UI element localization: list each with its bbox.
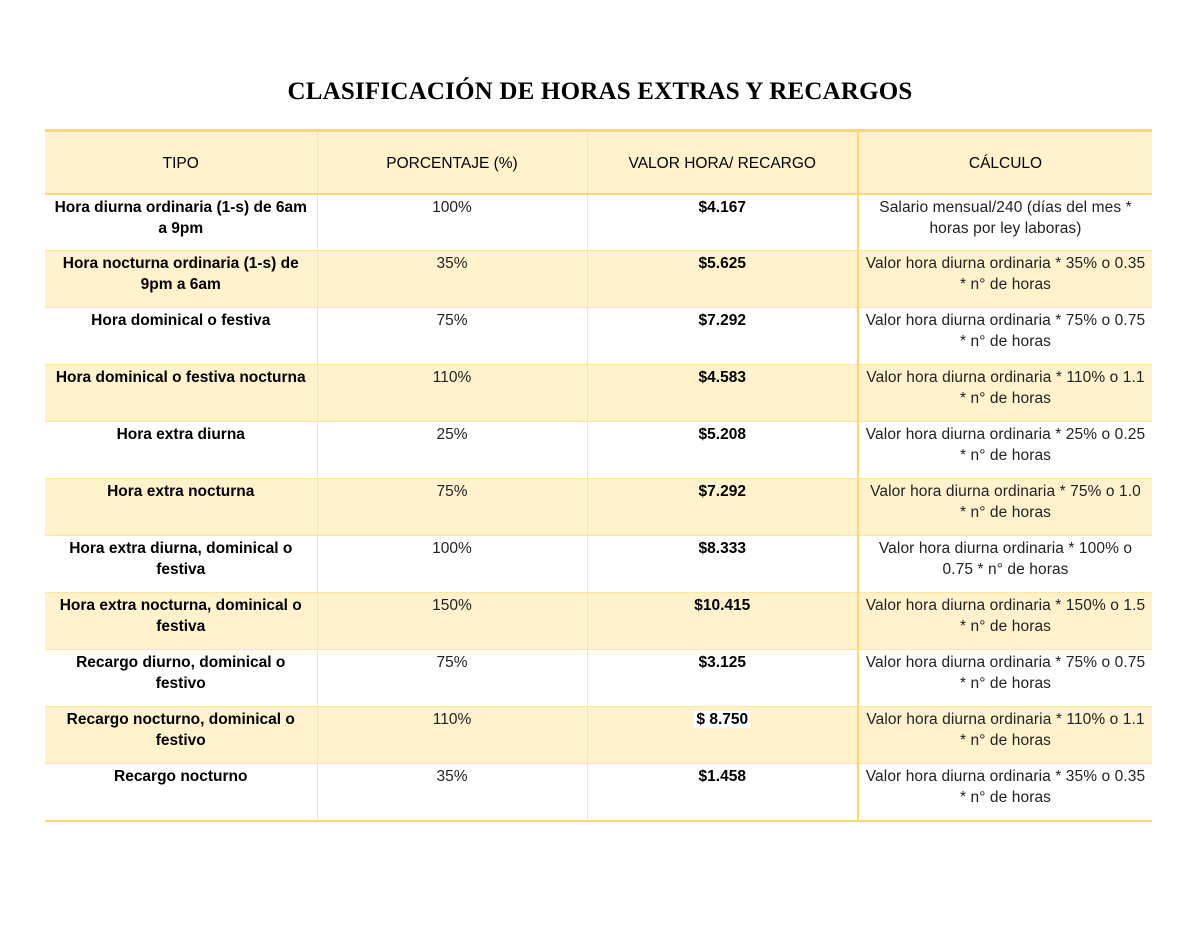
cell-tipo-text: Hora extra diurna, dominical o festiva — [69, 540, 293, 578]
cell-calculo — [858, 764, 1152, 821]
cell-calculo — [858, 479, 1152, 536]
cell-valor-text: $4.583 — [698, 369, 746, 386]
cell-calculo — [858, 365, 1152, 422]
cell-porcentaje — [317, 308, 587, 365]
cell-calculo — [858, 251, 1152, 308]
cell-porcentaje — [317, 593, 587, 650]
header-calculo: CÁLCULO — [858, 131, 1152, 194]
table-header-row — [45, 131, 1152, 194]
cell-calculo-text: Valor hora diurna ordinaria * 150% o 1.5 * n° de horas — [865, 597, 1146, 635]
cell-tipo — [45, 479, 317, 536]
table-row — [45, 194, 1152, 251]
cell-tipo — [45, 593, 317, 650]
cell-tipo-text: Recargo nocturno, dominical o festivo — [66, 711, 295, 749]
cell-porcentaje-text: 35% — [436, 768, 468, 785]
table-row — [45, 308, 1152, 365]
cell-valor-text: $10.415 — [694, 597, 751, 614]
cell-porcentaje — [317, 536, 587, 593]
cell-porcentaje-text: 75% — [436, 312, 468, 329]
cell-valor-text: $5.208 — [698, 426, 746, 443]
cell-calculo — [858, 650, 1152, 707]
table-row — [45, 536, 1152, 593]
cell-tipo-text: Hora nocturna ordinaria (1-s) de 9pm a 6am — [62, 255, 299, 293]
cell-valor-text: $3.125 — [698, 654, 746, 671]
cell-tipo — [45, 422, 317, 479]
header-tipo: TIPO — [45, 131, 317, 194]
cell-porcentaje-text: 150% — [432, 597, 472, 614]
table-row — [45, 650, 1152, 707]
cell-calculo — [858, 536, 1152, 593]
cell-tipo — [45, 308, 317, 365]
cell-porcentaje-text: 100% — [432, 198, 472, 216]
cell-porcentaje-text: 35% — [436, 255, 468, 272]
cell-porcentaje — [317, 251, 587, 308]
cell-calculo-text: Valor hora diurna ordinaria * 75% o 1.0 * n° de horas — [870, 483, 1141, 521]
cell-valor-text: $7.292 — [698, 312, 746, 329]
cell-calculo — [858, 194, 1152, 251]
cell-valor — [587, 536, 858, 593]
cell-valor — [587, 422, 858, 479]
cell-valor — [587, 764, 858, 821]
cell-valor-text: $4.167 — [698, 198, 746, 216]
cell-tipo-text: Hora dominical o festiva — [91, 312, 271, 329]
cell-tipo — [45, 650, 317, 707]
overtime-table — [45, 129, 1152, 822]
cell-porcentaje-text: 25% — [436, 426, 468, 443]
cell-porcentaje — [317, 479, 587, 536]
cell-calculo-text: Valor hora diurna ordinaria * 75% o 0.75 * n° de horas — [865, 312, 1146, 350]
cell-valor-text: $ 8.750 — [696, 711, 749, 728]
cell-calculo — [858, 707, 1152, 764]
header-porcentaje: PORCENTAJE (%) — [317, 131, 587, 194]
cell-calculo-text: Valor hora diurna ordinaria * 100% o 0.75 * n° de horas — [878, 540, 1133, 578]
cell-tipo — [45, 764, 317, 821]
cell-porcentaje-text: 110% — [432, 711, 472, 728]
table-row — [45, 365, 1152, 422]
cell-valor — [587, 194, 858, 251]
table-row — [45, 593, 1152, 650]
cell-porcentaje-text: 110% — [432, 369, 472, 386]
cell-tipo — [45, 707, 317, 764]
cell-tipo — [45, 194, 317, 251]
cell-tipo-text: Hora dominical o festiva nocturna — [55, 369, 306, 386]
cell-calculo — [858, 422, 1152, 479]
cell-valor — [587, 251, 858, 308]
header-valor: VALOR HORA/ RECARGO — [587, 131, 858, 194]
cell-valor-text: $8.333 — [698, 540, 746, 557]
cell-porcentaje — [317, 194, 587, 251]
cell-porcentaje — [317, 365, 587, 422]
table-row — [45, 707, 1152, 764]
cell-porcentaje-text: 75% — [436, 654, 468, 671]
cell-porcentaje — [317, 707, 587, 764]
cell-calculo-text: Salario mensual/240 (días del mes * horas por ley laboras) — [879, 198, 1132, 237]
cell-calculo-text: Valor hora diurna ordinaria * 75% o 0.75 * n° de horas — [865, 654, 1146, 692]
cell-valor — [587, 308, 858, 365]
cell-calculo-text: Valor hora diurna ordinaria * 110% o 1.1 * n° de horas — [866, 711, 1145, 749]
cell-tipo — [45, 536, 317, 593]
cell-valor-text: $7.292 — [698, 483, 746, 500]
cell-calculo — [858, 308, 1152, 365]
cell-tipo — [45, 251, 317, 308]
cell-valor — [587, 593, 858, 650]
cell-valor — [587, 707, 858, 764]
page-title: CLASIFICACIÓN DE HORAS EXTRAS Y RECARGOS — [287, 78, 913, 105]
cell-valor-text: $5.625 — [698, 255, 746, 272]
cell-porcentaje — [317, 650, 587, 707]
cell-tipo-text: Hora extra diurna — [116, 426, 245, 443]
table-row — [45, 764, 1152, 821]
table-row — [45, 422, 1152, 479]
cell-calculo-text: Valor hora diurna ordinaria * 35% o 0.35 * n° de horas — [865, 768, 1146, 806]
cell-tipo-text: Recargo nocturno — [114, 768, 248, 785]
cell-valor — [587, 650, 858, 707]
table-row — [45, 479, 1152, 536]
cell-porcentaje-text: 75% — [436, 483, 468, 500]
cell-calculo-text: Valor hora diurna ordinaria * 35% o 0.35 * n° de horas — [865, 255, 1146, 293]
cell-tipo — [45, 365, 317, 422]
cell-calculo-text: Valor hora diurna ordinaria * 25% o 0.25 * n° de horas — [865, 426, 1146, 464]
cell-tipo-text: Hora extra nocturna — [107, 483, 255, 500]
cell-tipo-text: Hora diurna ordinaria (1-s) de 6am a 9pm — [54, 198, 307, 237]
cell-valor — [587, 479, 858, 536]
cell-valor-text: $1.458 — [698, 768, 746, 785]
cell-calculo — [858, 593, 1152, 650]
cell-calculo-text: Valor hora diurna ordinaria * 110% o 1.1 * n° de horas — [866, 369, 1145, 407]
cell-tipo-text: Recargo diurno, dominical o festivo — [76, 654, 286, 692]
cell-porcentaje — [317, 422, 587, 479]
cell-porcentaje-text: 100% — [432, 540, 472, 557]
table-row — [45, 251, 1152, 308]
cell-porcentaje — [317, 764, 587, 821]
cell-valor — [587, 365, 858, 422]
cell-tipo-text: Hora extra nocturna, dominical o festiva — [59, 597, 302, 635]
table-body — [45, 194, 1152, 821]
